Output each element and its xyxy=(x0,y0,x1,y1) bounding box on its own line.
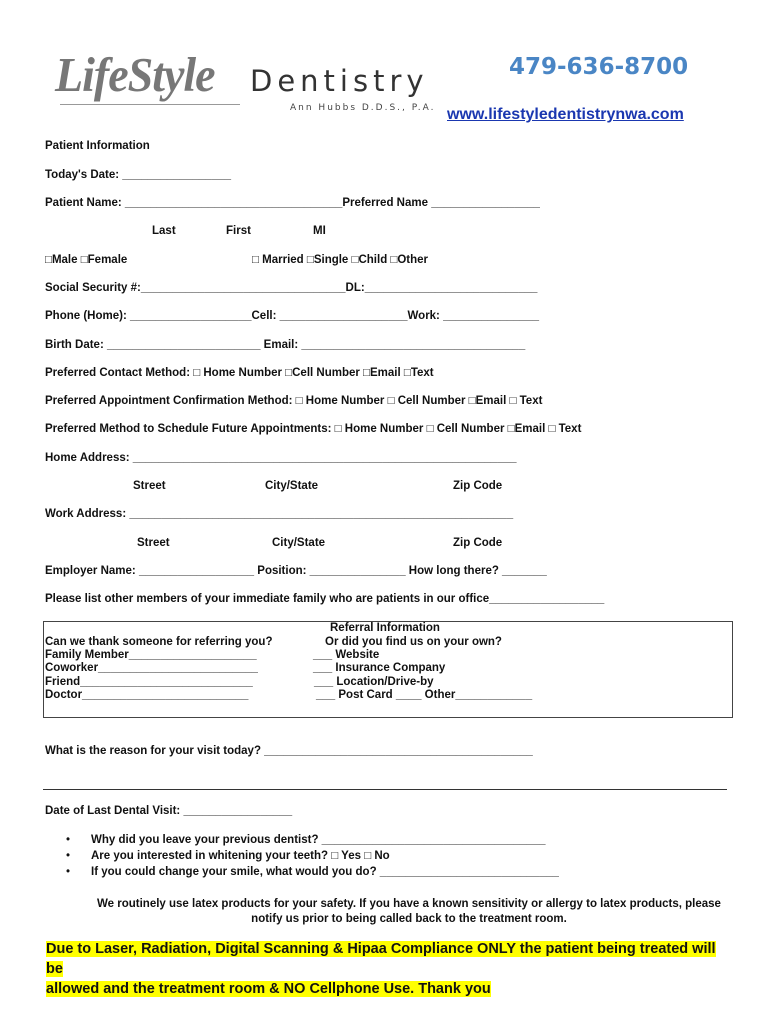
employer-field[interactable]: Employer Name: __________________ Position: _______________ How long there? _______ xyxy=(45,565,547,577)
home-street-label: Street xyxy=(133,480,166,492)
section-title: Patient Information xyxy=(45,140,150,152)
logo-wordmark: Dentistry xyxy=(250,64,429,98)
work-street-label: Street xyxy=(137,537,170,549)
logo-subtitle: Ann Hubbs D.D.S., P.A. xyxy=(290,103,436,113)
last-visit-field[interactable]: Date of Last Dental Visit: _________________ xyxy=(45,805,293,817)
schedule-method-checkboxes[interactable]: Preferred Method to Schedule Future Appointments: □ Home Number □ Cell Number □Email □ Text xyxy=(45,423,582,435)
smile-change-field[interactable]: If you could change your smile, what would you do? ____________________________ xyxy=(91,866,559,878)
referral-left-heading: Can we thank someone for referring you? xyxy=(45,636,273,648)
bullet-marker: • xyxy=(66,866,71,878)
visit-reason-field[interactable]: What is the reason for your visit today? __________________________________________ xyxy=(45,745,533,757)
name-part-first: First xyxy=(226,225,251,237)
latex-note: We routinely use latex products for your safety. If you have a known sensitivity or allergy to latex products, please notify us prior to being called back to the treatment room. xyxy=(97,898,721,925)
name-part-mi: MI xyxy=(313,225,326,237)
referral-friend[interactable]: Friend___________________________ xyxy=(45,676,253,688)
patient-name-field[interactable]: Patient Name: __________________________________Preferred Name _________________ xyxy=(45,197,540,209)
referral-right-heading: Or did you find us on your own? xyxy=(325,636,502,648)
bullet-marker: • xyxy=(66,850,71,862)
section-divider xyxy=(43,789,727,790)
website-link[interactable]: www.lifestyledentistrynwa.com xyxy=(447,106,684,123)
referral-title: Referral Information xyxy=(330,622,440,634)
referral-insurance[interactable]: ___ Insurance Company xyxy=(313,662,446,674)
phone-number: 479-636-8700 xyxy=(509,54,689,80)
name-part-last: Last xyxy=(152,225,176,237)
birth-email-field[interactable]: Birth Date: ________________________ Email: ___________________________________ xyxy=(45,339,526,351)
confirm-method-checkboxes[interactable]: Preferred Appointment Confirmation Method: □ Home Number □ Cell Number □Email □ Text xyxy=(45,395,543,407)
previous-dentist-field[interactable]: Why did you leave your previous dentist? ___________________________________ xyxy=(91,834,546,846)
phone-fields[interactable]: Phone (Home): ___________________Cell: ____________________Work: _______________ xyxy=(45,310,540,322)
home-address-field[interactable]: Home Address: ____________________________________________________________ xyxy=(45,452,517,464)
bullet-marker: • xyxy=(66,834,71,846)
whitening-checkboxes[interactable]: Are you interested in whitening your teeth? □ Yes □ No xyxy=(91,850,390,862)
ssn-dl-field[interactable]: Social Security #:________________________________DL:___________________________ xyxy=(45,282,538,294)
referral-family-member[interactable]: Family Member____________________ xyxy=(45,649,257,661)
home-zip-label: Zip Code xyxy=(453,480,503,492)
referral-post-card-other[interactable]: ___ Post Card ____ Other____________ xyxy=(316,689,533,701)
compliance-notice xyxy=(46,939,726,999)
marital-checkboxes[interactable]: □ Married □Single □Child □Other xyxy=(252,254,429,266)
work-zip-label: Zip Code xyxy=(453,537,503,549)
logo-divider xyxy=(60,104,240,105)
referral-website[interactable]: ___ Website xyxy=(313,649,380,661)
referral-location[interactable]: ___ Location/Drive-by xyxy=(314,676,434,688)
family-members-field[interactable]: Please list other members of your immediate family who are patients in our office__________________ xyxy=(45,593,605,605)
notice-line-2: allowed and the treatment room & NO Cellphone Use. Thank you xyxy=(46,981,491,997)
contact-method-checkboxes[interactable]: Preferred Contact Method: □ Home Number □Cell Number □Email □Text xyxy=(45,367,434,379)
home-city-label: City/State xyxy=(265,480,319,492)
notice-line-1: Due to Laser, Radiation, Digital Scanning & Hipaa Compliance ONLY the patient being treated will be xyxy=(46,941,716,977)
work-city-label: City/State xyxy=(272,537,326,549)
logo-script: LifeStyle xyxy=(55,47,215,102)
referral-coworker[interactable]: Coworker_________________________ xyxy=(45,662,258,674)
work-address-field[interactable]: Work Address: ____________________________________________________________ xyxy=(45,508,514,520)
todays-date-field[interactable]: Today's Date: _________________ xyxy=(45,169,232,181)
gender-checkboxes[interactable]: □Male □Female xyxy=(45,254,128,266)
referral-doctor[interactable]: Doctor__________________________ xyxy=(45,689,249,701)
